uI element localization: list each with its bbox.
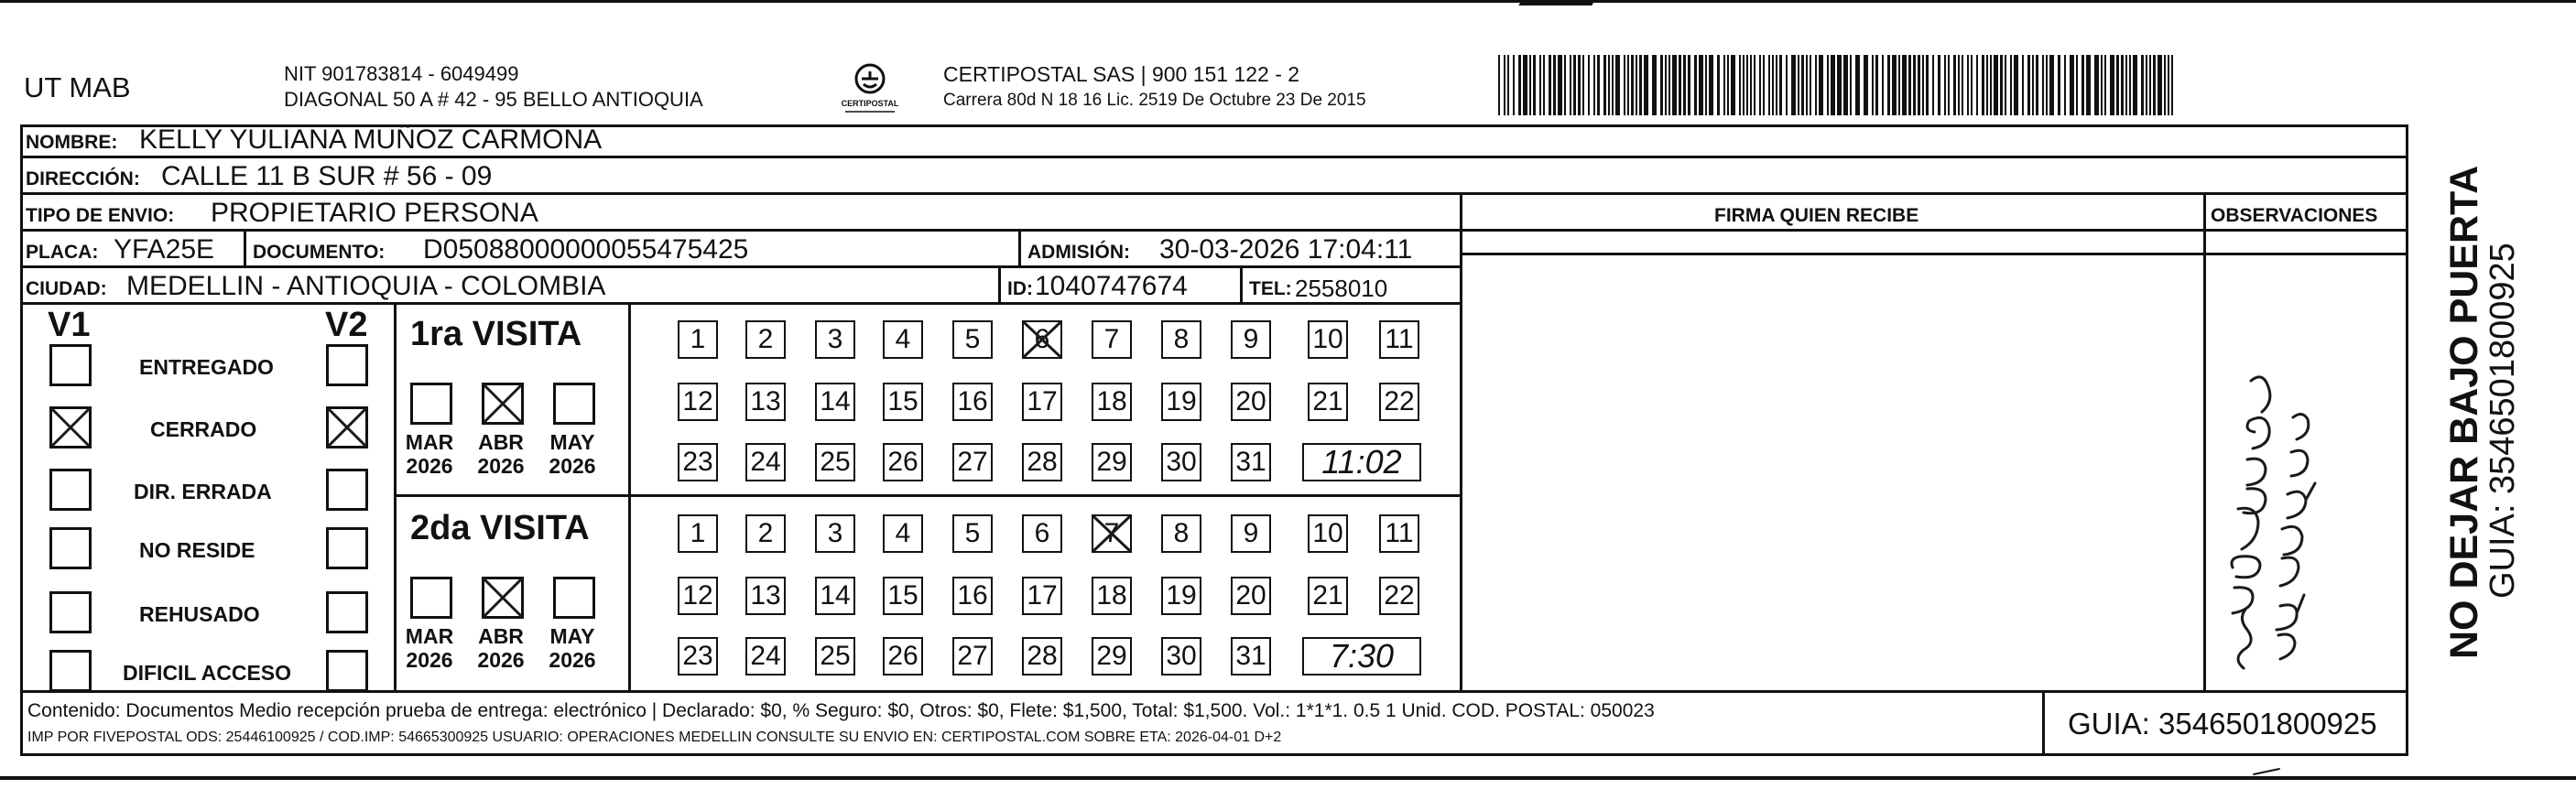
signature-header: FIRMA QUIEN RECIBE xyxy=(1714,205,1919,226)
day-box[interactable]: 18 xyxy=(1092,577,1132,615)
day-box[interactable]: 24 xyxy=(745,443,786,481)
row-divider xyxy=(20,302,1462,305)
day-box[interactable]: 9 xyxy=(1231,514,1271,553)
v1-checkbox[interactable] xyxy=(49,344,92,386)
col-divider xyxy=(394,302,397,692)
month-checkbox[interactable] xyxy=(482,383,524,425)
footer-guia: GUIA: 3546501800925 xyxy=(2068,707,2377,740)
name-label: NOMBRE: xyxy=(26,132,118,153)
day-box[interactable]: 6 xyxy=(1022,320,1062,359)
day-box[interactable]: 31 xyxy=(1231,443,1271,481)
recipient-address: CALLE 11 B SUR # 56 - 09 xyxy=(161,161,493,191)
day-box[interactable]: 13 xyxy=(745,383,786,421)
day-box[interactable]: 31 xyxy=(1231,637,1271,676)
status-option-label: ENTREGADO xyxy=(139,355,274,379)
day-box[interactable]: 19 xyxy=(1161,577,1201,615)
day-box[interactable]: 4 xyxy=(883,514,923,553)
company-address: DIAGONAL 50 A # 42 - 95 BELLO ANTIOQUIA xyxy=(284,88,703,111)
month-checkbox[interactable] xyxy=(410,577,452,619)
day-box[interactable]: 10 xyxy=(1308,320,1348,359)
status-option-label: NO RESIDE xyxy=(139,538,255,562)
admission-label: ADMISIÓN: xyxy=(1027,242,1130,263)
day-box[interactable]: 2 xyxy=(745,320,786,359)
tel-value: 2558010 xyxy=(1295,275,1388,302)
svg-text:CERTIPOSTAL: CERTIPOSTAL xyxy=(841,99,899,108)
scan-mark xyxy=(1518,0,1594,5)
month-checkbox[interactable] xyxy=(482,577,524,619)
day-box[interactable]: 22 xyxy=(1379,577,1419,615)
month-checkbox[interactable] xyxy=(553,577,595,619)
admission-value: 30-03-2026 17:04:11 xyxy=(1159,234,1413,265)
city-value: MEDELLIN - ANTIOQUIA - COLOMBIA xyxy=(126,271,606,301)
scan-edge-top xyxy=(0,0,2576,3)
visit-title: 2da VISITA xyxy=(410,509,590,547)
month-label xyxy=(397,624,462,673)
month-label xyxy=(397,430,462,479)
col-divider xyxy=(628,302,631,692)
day-box[interactable]: 18 xyxy=(1092,383,1132,421)
month-checkbox[interactable] xyxy=(410,383,452,425)
month-label xyxy=(469,624,533,673)
address-label: DIRECCIÓN: xyxy=(26,168,140,189)
row-divider xyxy=(1460,253,2408,255)
status-option-label: REHUSADO xyxy=(139,602,260,626)
day-box[interactable]: 27 xyxy=(952,443,993,481)
col-divider xyxy=(998,265,1001,304)
no-dejar-notice: NO DEJAR BAJO PUERTA xyxy=(2442,165,2486,659)
row-divider xyxy=(20,192,2408,195)
day-box[interactable]: 5 xyxy=(952,514,993,553)
day-box[interactable]: 1 xyxy=(678,514,718,553)
month-year: 2026 xyxy=(549,454,596,479)
day-box[interactable]: 23 xyxy=(678,443,718,481)
id-value: 1040747674 xyxy=(1035,271,1188,301)
month-name: MAR xyxy=(405,430,454,454)
day-box[interactable]: 11 xyxy=(1379,320,1419,359)
row-divider xyxy=(20,265,1462,268)
footer-imp: IMP POR FIVEPOSTAL ODS: 25446100925 / COD.IMP: 54665300925 USUARIO: OPERACIONES MEDELLIN CONSULTE SU ENVIO EN: CERTIPOSTAL.COM SOBRE ETA: 2026-04-01 D+2 xyxy=(27,730,1282,745)
day-box[interactable]: 5 xyxy=(952,320,993,359)
v1-checkbox[interactable] xyxy=(49,591,92,633)
day-box[interactable]: 3 xyxy=(815,514,855,553)
month-name: MAR xyxy=(405,624,454,648)
day-box[interactable]: 29 xyxy=(1092,637,1132,676)
day-box[interactable]: 15 xyxy=(883,577,923,615)
scan-mark xyxy=(2253,768,2280,775)
col-divider xyxy=(2042,690,2045,756)
plate-value: YFA25E xyxy=(114,234,215,265)
visit-time[interactable]: 11:02 xyxy=(1302,443,1421,481)
day-box[interactable]: 23 xyxy=(678,637,718,676)
carrier-license: Carrera 80d N 18 16 Lic. 2519 De Octubre 23 De 2015 xyxy=(943,91,1366,110)
month-name: ABR xyxy=(478,430,524,454)
month-year: 2026 xyxy=(477,454,525,479)
month-year: 2026 xyxy=(477,648,525,673)
day-box[interactable]: 3 xyxy=(815,320,855,359)
day-box[interactable]: 25 xyxy=(815,443,855,481)
day-box[interactable]: 8 xyxy=(1161,320,1201,359)
day-box[interactable]: 25 xyxy=(815,637,855,676)
day-box[interactable]: 24 xyxy=(745,637,786,676)
visit-title: 1ra VISITA xyxy=(410,315,582,353)
day-box[interactable]: 30 xyxy=(1161,443,1201,481)
day-box[interactable]: 15 xyxy=(883,383,923,421)
v1-checkbox[interactable] xyxy=(49,527,92,569)
day-box[interactable]: 12 xyxy=(678,383,718,421)
day-box[interactable]: 19 xyxy=(1161,383,1201,421)
document-value: D05088000000055475425 xyxy=(423,234,749,265)
row-divider xyxy=(20,229,2408,232)
day-box[interactable]: 20 xyxy=(1231,577,1271,615)
send-type: PROPIETARIO PERSONA xyxy=(211,198,538,228)
day-box[interactable]: 6 xyxy=(1022,514,1062,553)
day-box[interactable]: 26 xyxy=(883,637,923,676)
recipient-name: KELLY YULIANA MUÑOZ CARMONA xyxy=(139,124,603,155)
day-box[interactable]: 2 xyxy=(745,514,786,553)
month-name: MAY xyxy=(549,430,595,454)
city-label: CIUDAD: xyxy=(26,278,107,299)
barcode xyxy=(1498,55,2179,115)
visit-time[interactable]: 7:30 xyxy=(1302,637,1421,676)
day-box[interactable]: 4 xyxy=(883,320,923,359)
v2-checkbox[interactable] xyxy=(326,344,368,386)
v2-header: V2 xyxy=(325,306,368,344)
row-divider xyxy=(20,156,2408,158)
v1-checkbox[interactable] xyxy=(49,406,92,449)
day-box[interactable]: 26 xyxy=(883,443,923,481)
month-name: ABR xyxy=(478,624,524,648)
plate-label: PLACA: xyxy=(26,242,99,263)
day-box[interactable]: 21 xyxy=(1308,383,1348,421)
day-box[interactable]: 13 xyxy=(745,577,786,615)
status-option-label: DIR. ERRADA xyxy=(134,480,272,503)
day-box[interactable]: 14 xyxy=(815,577,855,615)
day-box[interactable]: 30 xyxy=(1161,637,1201,676)
id-label: ID: xyxy=(1007,278,1033,299)
v2-checkbox[interactable] xyxy=(326,650,368,692)
month-label xyxy=(469,430,533,479)
month-checkbox[interactable] xyxy=(553,383,595,425)
company-nit: NIT 901783814 - 6049499 xyxy=(284,62,519,85)
day-box[interactable]: 28 xyxy=(1022,443,1062,481)
scan-edge-bottom xyxy=(0,776,2576,780)
send-type-label: TIPO DE ENVIO: xyxy=(26,205,175,226)
v1-header: V1 xyxy=(48,306,91,344)
day-box[interactable]: 27 xyxy=(952,637,993,676)
day-box[interactable]: 11 xyxy=(1379,514,1419,553)
month-year: 2026 xyxy=(406,454,453,479)
document-label: DOCUMENTO: xyxy=(253,242,386,263)
month-name: MAY xyxy=(549,624,595,648)
footer-content: Contenido: Documentos Medio recepción prueba de entrega: electrónico | Declarado: $0, % Seguro: $0, Otros: $0, Flete: $1,500, Total: $1,500. Vol.: 1*1*1. 0.5 1 Unid. COD. POSTAL: 050023 xyxy=(27,700,1655,721)
day-box[interactable]: 17 xyxy=(1022,383,1062,421)
day-box[interactable]: 7 xyxy=(1092,320,1132,359)
day-box[interactable]: 9 xyxy=(1231,320,1271,359)
v1-checkbox[interactable] xyxy=(49,469,92,511)
observation-handwriting xyxy=(2216,339,2326,677)
row-divider xyxy=(20,690,2408,693)
certipostal-logo xyxy=(829,60,911,115)
day-box[interactable]: 1 xyxy=(678,320,718,359)
row-divider xyxy=(394,494,1462,497)
month-year: 2026 xyxy=(549,648,596,673)
day-box[interactable]: 17 xyxy=(1022,577,1062,615)
v2-checkbox[interactable] xyxy=(326,469,368,511)
v2-checkbox[interactable] xyxy=(326,527,368,569)
carrier-name: CERTIPOSTAL SAS | 900 151 122 - 2 xyxy=(943,62,1300,86)
v2-checkbox[interactable] xyxy=(326,406,368,449)
day-box[interactable]: 8 xyxy=(1161,514,1201,553)
observations-header: OBSERVACIONES xyxy=(2211,205,2378,226)
col-divider xyxy=(1240,265,1243,304)
col-divider xyxy=(2203,192,2206,692)
v1-checkbox[interactable] xyxy=(49,650,92,692)
company-name: UT MAB xyxy=(24,71,131,103)
tel-label: TEL: xyxy=(1249,278,1292,299)
day-box[interactable]: 7 xyxy=(1092,514,1132,553)
day-box[interactable]: 22 xyxy=(1379,383,1419,421)
scan-dot: · xyxy=(2035,118,2039,133)
day-box[interactable]: 16 xyxy=(952,577,993,615)
side-guia: GUIA: 3546501800925 xyxy=(2484,243,2522,599)
col-divider xyxy=(244,229,246,267)
day-box[interactable]: 16 xyxy=(952,383,993,421)
day-box[interactable]: 14 xyxy=(815,383,855,421)
col-divider xyxy=(1018,229,1021,267)
day-box[interactable]: 12 xyxy=(678,577,718,615)
month-label xyxy=(540,624,604,673)
day-box[interactable]: 29 xyxy=(1092,443,1132,481)
status-option-label: DIFICIL ACCESO xyxy=(123,661,292,685)
day-box[interactable]: 10 xyxy=(1308,514,1348,553)
month-year: 2026 xyxy=(406,648,453,673)
day-box[interactable]: 20 xyxy=(1231,383,1271,421)
day-box[interactable]: 21 xyxy=(1308,577,1348,615)
col-divider xyxy=(1460,192,1462,692)
status-option-label: CERRADO xyxy=(150,417,257,441)
v2-checkbox[interactable] xyxy=(326,591,368,633)
month-label xyxy=(540,430,604,479)
day-box[interactable]: 28 xyxy=(1022,637,1062,676)
